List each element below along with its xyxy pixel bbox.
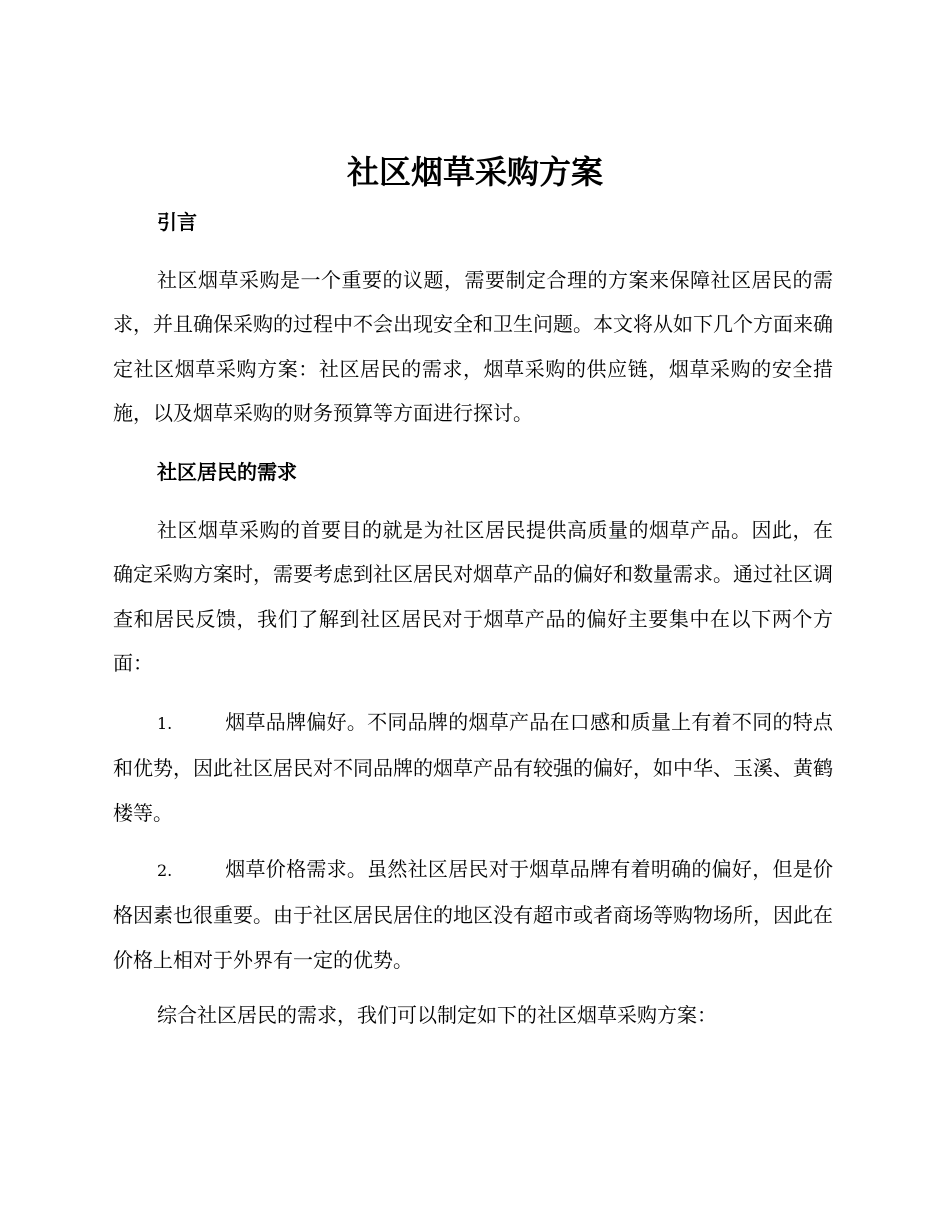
closing-paragraph: 综合社区居民的需求，我们可以制定如下的社区烟草采购方案： [157, 1003, 717, 1027]
needs-paragraph: 社区烟草采购的首要目的就是为社区居民提供高质量的烟草产品。因此，在确定采购方案时，需要考虑到社区居民对烟草产品的偏好和数量需求。通过社区调查和居民反馈，我们了解到社区居民对于烟草产品的偏好主要集中在以下两个方面： [113, 518, 833, 675]
section-heading-intro: 引言 [157, 210, 197, 234]
section-heading-needs: 社区居民的需求 [157, 460, 297, 484]
list-item [113, 847, 833, 982]
document-title: 社区烟草采购方案 [346, 153, 603, 191]
list-number: 1. [157, 714, 173, 733]
list-text: 烟草品牌偏好。不同品牌的烟草产品在口感和质量上有着不同的特点和优势，因此社区居民对不同品牌的烟草产品有较强的偏好，如中华、玉溪、黄鹤楼等。 [113, 710, 833, 825]
list-text: 烟草价格需求。虽然社区居民对于烟草品牌有着明确的偏好，但是价格因素也很重要。由于社区居民居住的地区没有超市或者商场等购物场所，因此在价格上相对于外界有一定的优势。 [113, 857, 833, 972]
list-number: 2. [157, 861, 173, 880]
intro-paragraph: 社区烟草采购是一个重要的议题，需要制定合理的方案来保障社区居民的需求，并且确保采购的过程中不会出现安全和卫生问题。本文将从如下几个方面来确定社区烟草采购方案：社区居民的需求，烟草采购的供应链，烟草采购的安全措施，以及烟草采购的财务预算等方面进行探讨。 [113, 268, 833, 425]
list-item [113, 700, 833, 835]
